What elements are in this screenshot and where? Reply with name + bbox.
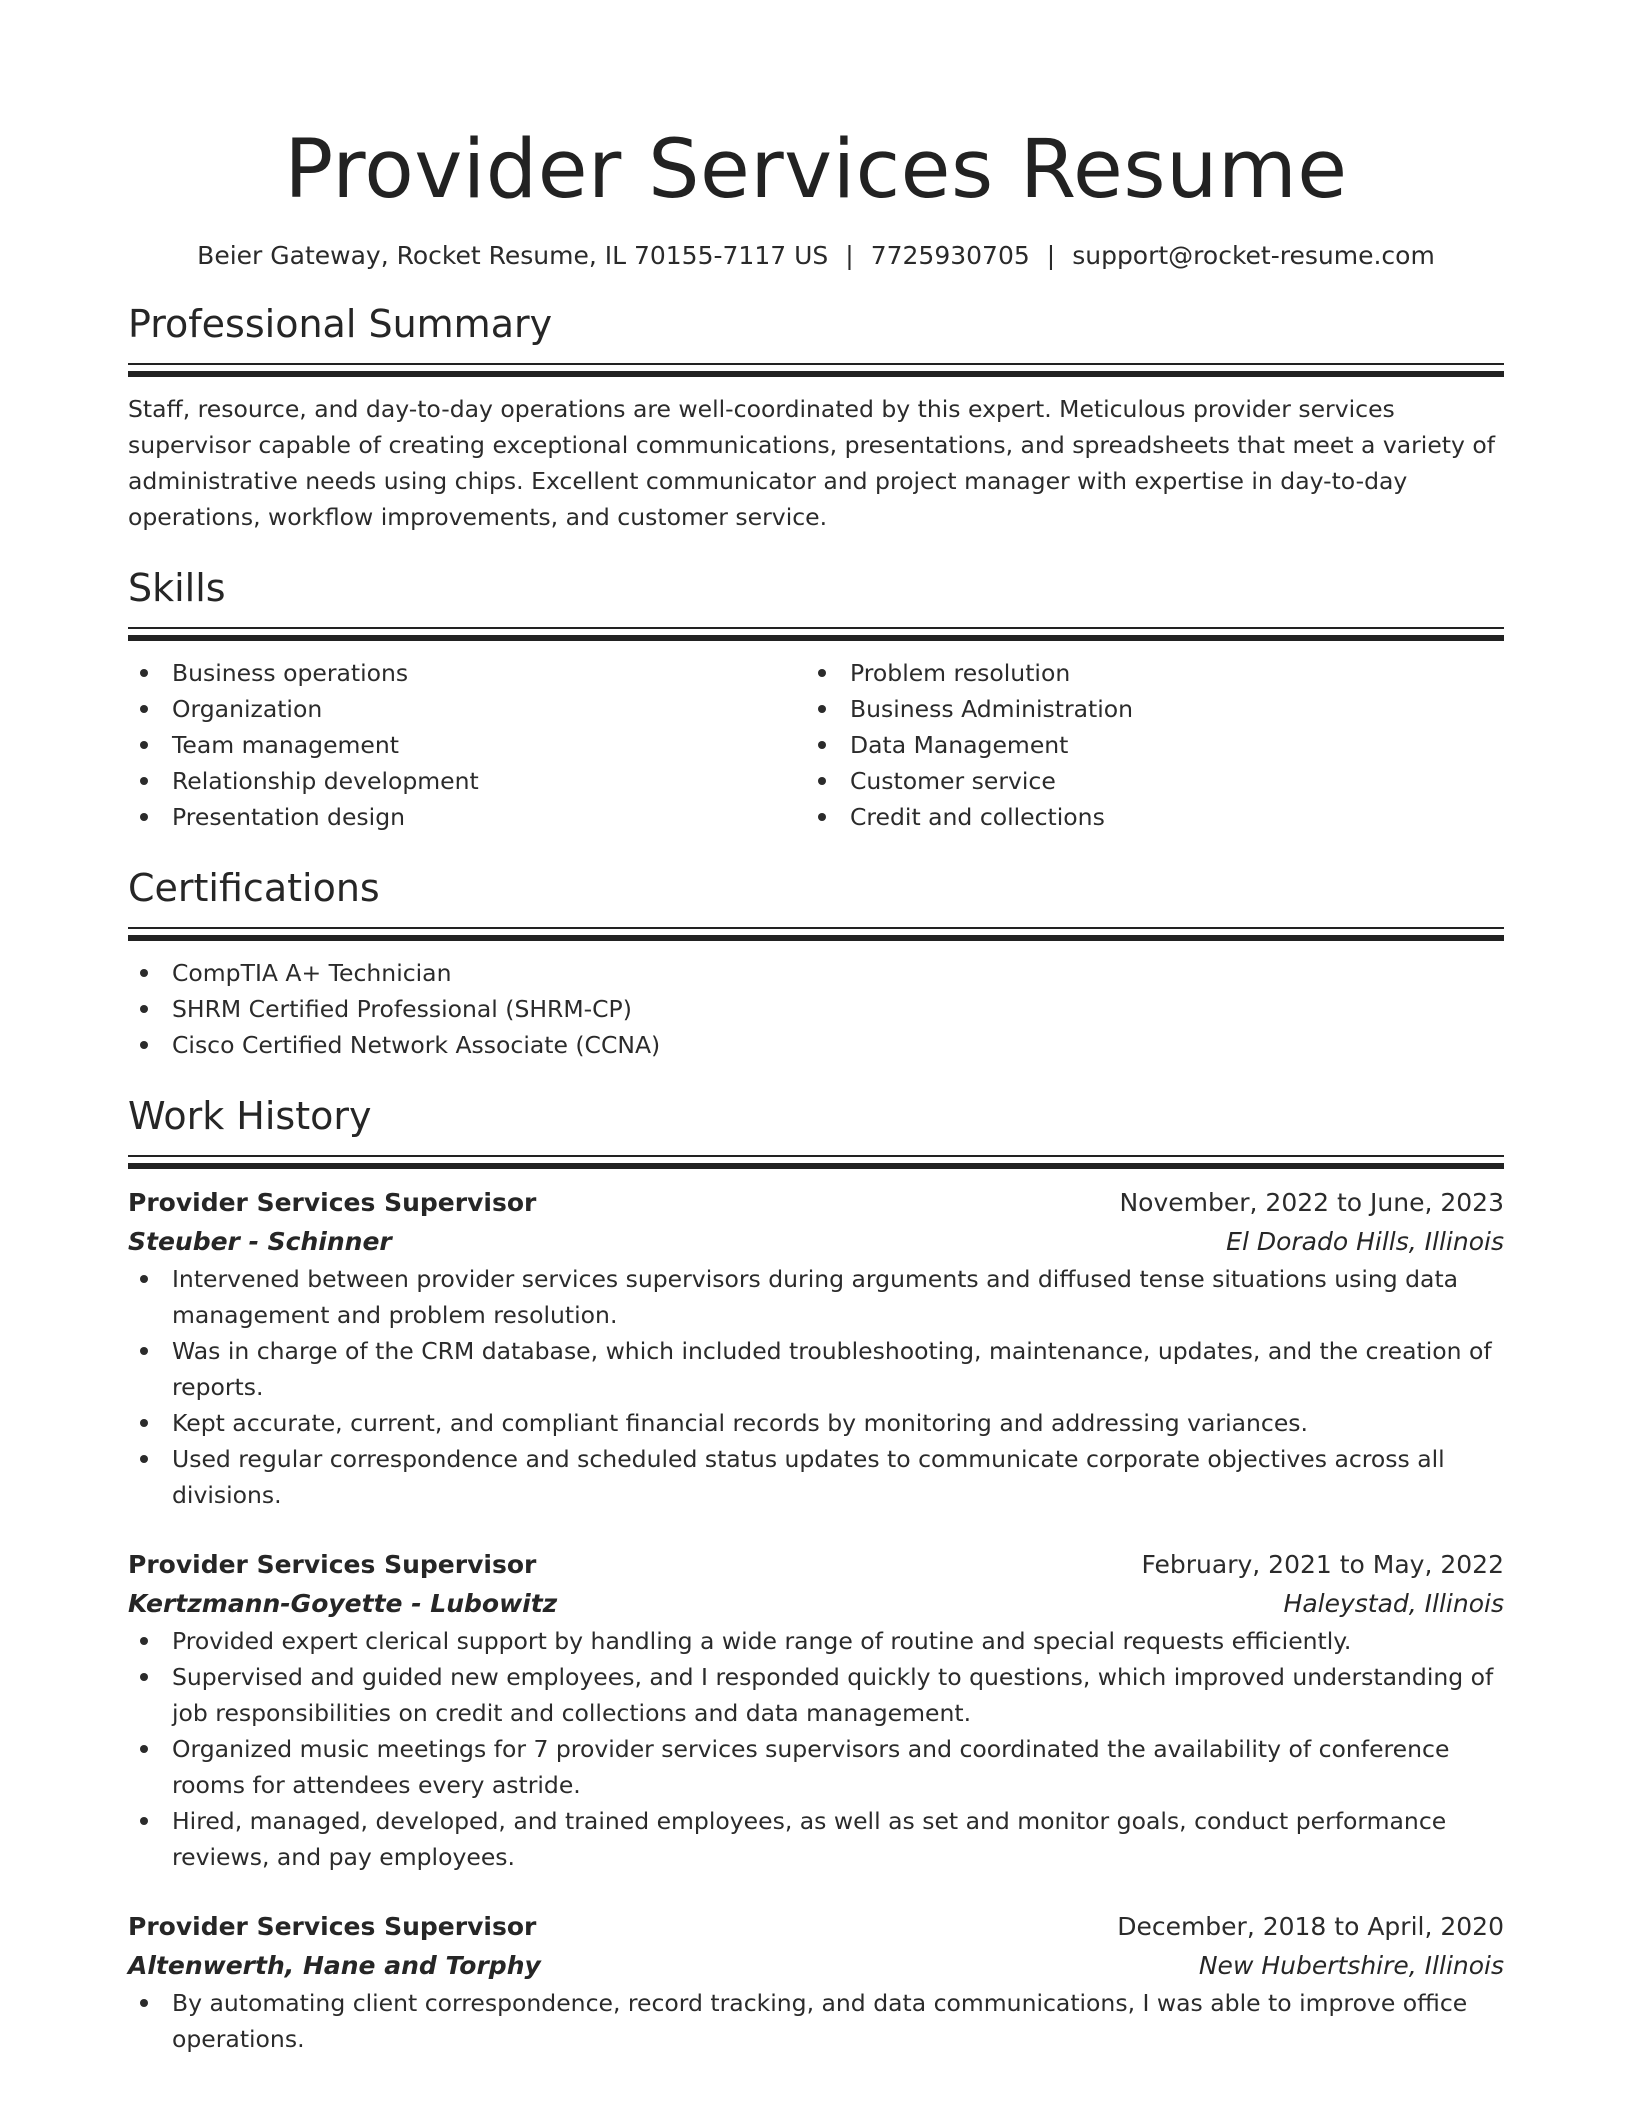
- job-location: Haleystad, Illinois: [1283, 1589, 1504, 1618]
- bullet-icon: [140, 1817, 148, 1825]
- job-dates: November, 2022 to June, 2023: [1119, 1188, 1504, 1217]
- bullet-icon: [140, 741, 148, 749]
- job-duty-text: Hired, managed, developed, and trained employees, as well as set and monitor goals, conduct performance reviews, and pay employees.: [172, 1807, 1447, 1871]
- job-location: El Dorado Hills, Illinois: [1226, 1227, 1504, 1256]
- bullet-icon: [140, 1673, 148, 1681]
- bullet-icon: [140, 1745, 148, 1753]
- skill-label: Business operations: [172, 659, 409, 687]
- bullet-icon: [140, 1347, 148, 1355]
- skill-label: Organization: [172, 695, 323, 723]
- skill-label: Data Management: [850, 731, 1069, 759]
- job-duty-item: [128, 1405, 1504, 1441]
- section-heading-skills: Skills: [128, 566, 226, 610]
- job-duty-item: [128, 1803, 1504, 1875]
- bullet-icon: [818, 777, 826, 785]
- job-duty-item: [128, 1333, 1504, 1405]
- section-rule-thin: [128, 363, 1504, 365]
- contact-phone: 7725930705: [870, 241, 1030, 270]
- skill-label: Business Administration: [850, 695, 1134, 723]
- skill-item: [806, 655, 1484, 691]
- contact-separator: |: [845, 241, 854, 270]
- job-duty-item: [128, 1261, 1504, 1333]
- section-rule-thin: [128, 1155, 1504, 1157]
- job-dates: February, 2021 to May, 2022: [1141, 1550, 1504, 1579]
- skill-label: Credit and collections: [850, 803, 1105, 831]
- job-subheader: [128, 1222, 1504, 1261]
- job-title: Provider Services Supervisor: [128, 1912, 537, 1941]
- job-duty-text: Intervened between provider services supervisors during arguments and diffused tense situations using data management and problem resolution.: [172, 1265, 1459, 1329]
- job-company: Altenwerth, Hane and Torphy: [128, 1951, 541, 1980]
- job-duty-item: [128, 1731, 1504, 1803]
- certification-item: [128, 1027, 1504, 1063]
- bullet-icon: [818, 741, 826, 749]
- bullet-icon: [818, 669, 826, 677]
- section-rule-thin: [128, 627, 1504, 629]
- skill-label: Customer service: [850, 767, 1056, 795]
- section-rule-thick: [128, 1163, 1504, 1169]
- section-heading-work-history: Work History: [128, 1094, 372, 1138]
- section-rule-thick: [128, 371, 1504, 377]
- skills-section: [128, 565, 1504, 835]
- skill-item: [128, 763, 806, 799]
- certification-label: Cisco Certified Network Associate (CCNA): [172, 1031, 661, 1059]
- certifications-section: [128, 865, 1504, 1063]
- job-duty-text: Supervised and guided new employees, and I responded quickly to questions, which improved understanding of job responsibilities on credit and collections and data management.: [172, 1663, 1494, 1727]
- skills-column-left: [128, 655, 806, 835]
- job-duty-text: Was in charge of the CRM database, which included troubleshooting, maintenance, updates, and the creation of reports.: [172, 1337, 1492, 1401]
- summary-text: Staff, resource, and day-to-day operations are well-coordinated by this expert. Meticulous provider services supervisor capable of creating exceptional communications, presentations, and spreadsheets that meet a variety of administrative needs using chips. Excellent communicator and project manager with expertise in day-to-day operations, workflow improvements, and customer service.: [128, 395, 1496, 531]
- job-subheader: [128, 1584, 1504, 1623]
- job-dates: December, 2018 to April, 2020: [1117, 1912, 1504, 1941]
- job-location: New Hubertshire, Illinois: [1198, 1951, 1504, 1980]
- job-duty-text: Used regular correspondence and scheduled status updates to communicate corporate objectives across all divisions.: [172, 1445, 1445, 1509]
- skill-label: Team management: [172, 731, 400, 759]
- certification-item: [128, 991, 1504, 1027]
- bullet-icon: [140, 813, 148, 821]
- skills-column-right: [806, 655, 1484, 835]
- skill-item: [128, 799, 806, 835]
- job-entry: [128, 1183, 1504, 1513]
- job-title: Provider Services Supervisor: [128, 1550, 537, 1579]
- job-company: Kertzmann-Goyette - Lubowitz: [128, 1589, 558, 1618]
- job-entry: [128, 1907, 1504, 2057]
- contact-line: [128, 239, 1504, 273]
- job-duty-text: Kept accurate, current, and compliant financial records by monitoring and addressing variances.: [172, 1409, 1309, 1437]
- job-duty-text: Provided expert clerical support by handling a wide range of routine and special requests efficiently.: [172, 1627, 1352, 1655]
- job-company: Steuber - Schinner: [128, 1227, 392, 1256]
- section-rule-thick: [128, 635, 1504, 641]
- skill-item: [806, 691, 1484, 727]
- resume-title: Provider Services Resume: [284, 123, 1348, 217]
- certification-item: [128, 955, 1504, 991]
- skill-item: [128, 691, 806, 727]
- job-duty-item: [128, 1441, 1504, 1513]
- skill-item: [806, 727, 1484, 763]
- work-history-section: [128, 1093, 1504, 2057]
- bullet-icon: [140, 705, 148, 713]
- job-duty-item: [128, 1623, 1504, 1659]
- certification-label: CompTIA A+ Technician: [172, 959, 452, 987]
- certification-label: SHRM Certified Professional (SHRM-CP): [172, 995, 632, 1023]
- skill-label: Problem resolution: [850, 659, 1071, 687]
- bullet-icon: [140, 1637, 148, 1645]
- job-duty-item: [128, 1985, 1504, 2057]
- contact-separator: |: [1046, 241, 1056, 270]
- section-rule-thin: [128, 927, 1504, 929]
- skill-item: [128, 727, 806, 763]
- job-entry: [128, 1545, 1504, 1875]
- skill-label: Presentation design: [172, 803, 406, 831]
- job-duty-item: [128, 1659, 1504, 1731]
- bullet-icon: [140, 1041, 148, 1049]
- job-duty-text: By automating client correspondence, record tracking, and data communications, I was able to improve office operations.: [172, 1989, 1468, 2053]
- section-heading-summary: Professional Summary: [128, 302, 553, 346]
- job-duty-text: Organized music meetings for 7 provider services supervisors and coordinated the availability of conference rooms for attendees every astride.: [172, 1735, 1450, 1799]
- bullet-icon: [818, 813, 826, 821]
- section-rule-thick: [128, 935, 1504, 941]
- bullet-icon: [140, 969, 148, 977]
- job-header: [128, 1907, 1504, 1946]
- bullet-icon: [140, 1275, 148, 1283]
- contact-address: Beier Gateway, Rocket Resume, IL 70155-7117 US: [197, 241, 829, 270]
- bullet-icon: [140, 1999, 148, 2007]
- bullet-icon: [140, 1455, 148, 1463]
- job-subheader: [128, 1946, 1504, 1985]
- bullet-icon: [140, 669, 148, 677]
- contact-email: support@rocket-resume.com: [1072, 241, 1435, 270]
- bullet-icon: [140, 1005, 148, 1013]
- job-header: [128, 1183, 1504, 1222]
- bullet-icon: [140, 1419, 148, 1427]
- section-heading-certifications: Certifications: [128, 866, 380, 910]
- job-title: Provider Services Supervisor: [128, 1188, 537, 1217]
- summary-section: [128, 301, 1504, 535]
- skill-item: [128, 655, 806, 691]
- resume-page: [128, 0, 1504, 2057]
- skill-label: Relationship development: [172, 767, 479, 795]
- skill-item: [806, 763, 1484, 799]
- skills-columns: [128, 655, 1504, 835]
- skill-item: [806, 799, 1484, 835]
- bullet-icon: [140, 777, 148, 785]
- bullet-icon: [818, 705, 826, 713]
- job-header: [128, 1545, 1504, 1584]
